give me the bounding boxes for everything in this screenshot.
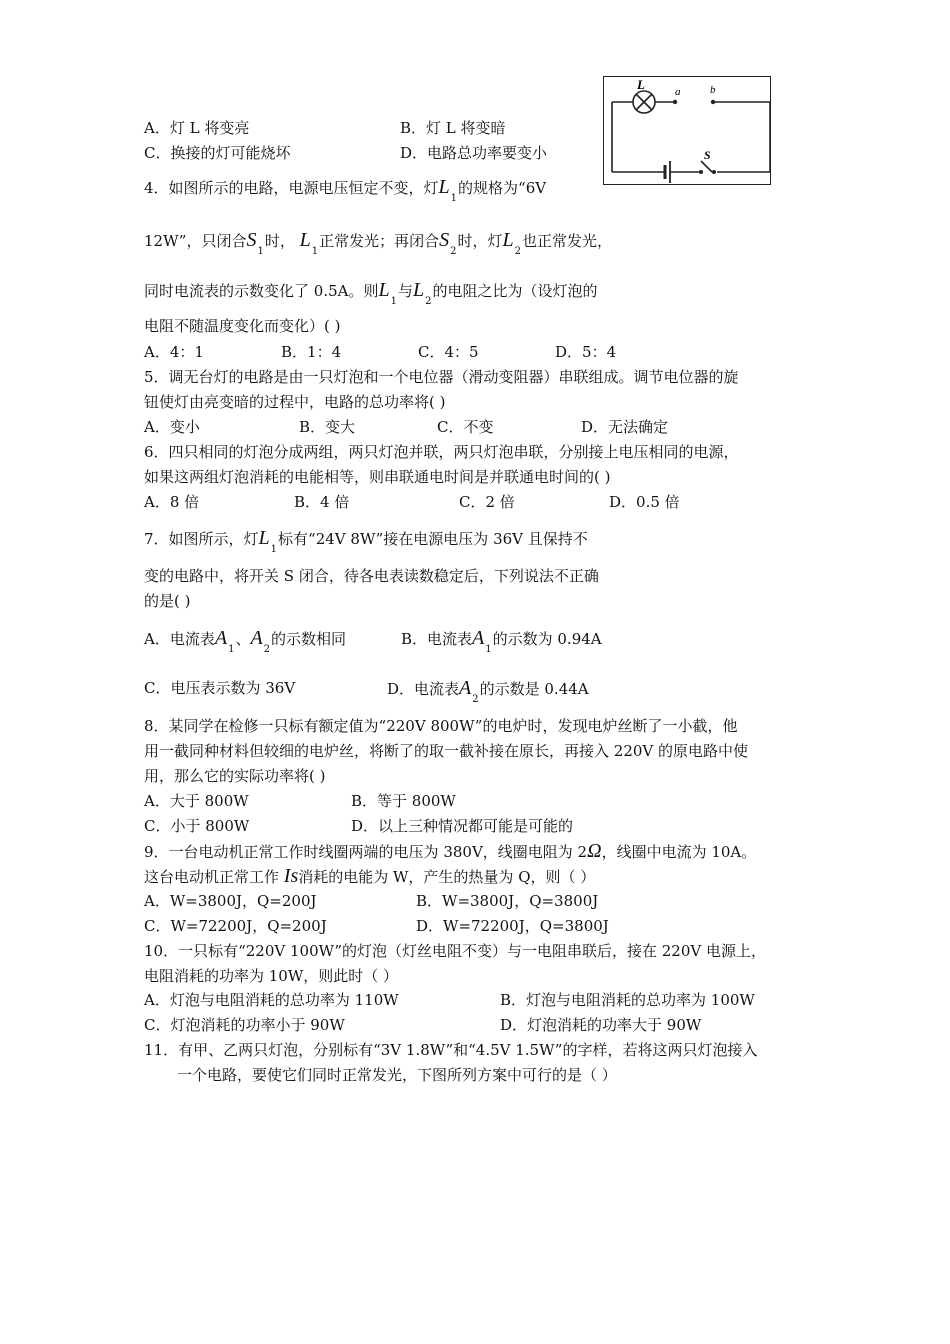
option-text: D．电路总功率要变小 xyxy=(400,144,548,162)
option-text: A．大于 800W xyxy=(144,792,249,810)
option-text: D．电流表$A_2$的示数是 0.44A xyxy=(387,677,589,705)
question-line: 电阻不随温度变化而变化）( ) xyxy=(144,317,341,335)
option-text: A．电流表$A_1$、$A_2$的示数相同 xyxy=(144,627,347,655)
option-text: B．1：4 xyxy=(281,343,342,361)
question-line: 一个电路，要使它们同时正常发光，下图所列方案中可行的是（ ） xyxy=(177,1066,617,1084)
question-line: 5．调无台灯的电路是由一只灯泡和一个电位器（滑动变阻器）串联组成。调节电位器的旋 xyxy=(144,368,739,386)
option-text: D．以上三种情况都可能是可能的 xyxy=(351,817,574,835)
option-text: D．灯泡消耗的功率大于 90W xyxy=(500,1016,702,1034)
terminal-a-label: a xyxy=(675,86,681,98)
question-line: 4．如图所示的电路，电源电压恒定不变，灯$L_1$的规格为“6V xyxy=(144,176,547,204)
option-text: D．5：4 xyxy=(555,343,617,361)
option-text: B．灯泡与电阻消耗的总功率为 100W xyxy=(500,991,755,1009)
option-text: A．灯 L 将变亮 xyxy=(144,119,250,137)
option-text: B．W=3800J，Q=3800J xyxy=(416,892,599,910)
question-line: 这台电动机正常工作 Is消耗的电能为 W，产生的热量为 Q，则（ ） xyxy=(144,865,596,887)
option-text: C．4：5 xyxy=(418,343,479,361)
question-line: 如果这两组灯泡消耗的电能相等，则串联通电时间是并联通电时间的( ) xyxy=(144,468,611,486)
option-text: B．4 倍 xyxy=(294,493,350,511)
option-text: C．换接的灯可能烧坏 xyxy=(144,144,291,162)
option-text: C．不变 xyxy=(437,418,494,436)
option-text: B．电流表$A_1$的示数为 0.94A xyxy=(401,627,602,655)
option-text: D．无法确定 xyxy=(581,418,669,436)
option-text: A．W=3800J，Q=200J xyxy=(144,892,317,910)
option-text: A．4：1 xyxy=(144,343,204,361)
option-text: C．2 倍 xyxy=(459,493,515,511)
question-line: 钮使灯由亮变暗的过程中，电路的总功率将( ) xyxy=(144,393,446,411)
circuit-diagram xyxy=(604,77,772,186)
question-line: 11．有甲、乙两只灯泡，分别标有“3V 1.8W”和“4.5V 1.5W”的字样，若将这两只灯泡接入 xyxy=(144,1041,758,1059)
lamp-label: L xyxy=(637,77,645,92)
option-text: B．变大 xyxy=(299,418,356,436)
question-line: 用一截同种材料但较细的电炉丝，将断了的取一截补接在原长，再接入 220V 的原电路中使 xyxy=(144,742,749,760)
question-line: 同时电流表的示数变化了 0.5A。则$L_1$与$L_2$的电阻之比为（设灯泡的 xyxy=(144,279,598,307)
question-line: 用，那么它的实际功率将( ) xyxy=(144,767,326,785)
question-line: 电阻消耗的功率为 10W，则此时（ ） xyxy=(144,967,399,985)
option-text: C．电压表示数为 36V xyxy=(144,679,296,697)
question-line: 12W”，只闭合$S_1$时， $L_1$正常发光；再闭合$S_2$时，灯$L_2$也正常发光， xyxy=(144,229,613,257)
option-text: C．W=72200J，Q=200J xyxy=(144,917,327,935)
switch-label: S xyxy=(704,148,711,162)
option-text: A．8 倍 xyxy=(144,493,200,511)
option-text: B．灯 L 将变暗 xyxy=(400,119,506,137)
question-line: 的是( ) xyxy=(144,592,191,610)
option-text: C．小于 800W xyxy=(144,817,250,835)
terminal-b-label: b xyxy=(710,84,716,96)
option-text: A．变小 xyxy=(144,418,200,436)
question-line: 变的电路中，将开关 S 闭合，待各电表读数稳定后，下列说法不正确 xyxy=(144,567,599,585)
option-text: A．灯泡与电阻消耗的总功率为 110W xyxy=(144,991,399,1009)
question-line: 6．四只相同的灯泡分成两组，两只灯泡并联，两只灯泡串联，分别接上电压相同的电源， xyxy=(144,443,739,461)
option-text: D．0.5 倍 xyxy=(609,493,680,511)
question-line: 7．如图所示，灯$L_1$标有“24V 8W”接在电源电压为 36V 且保持不 xyxy=(144,527,588,555)
option-text: C．灯泡消耗的功率小于 90W xyxy=(144,1016,345,1034)
circuit-figure xyxy=(603,76,771,185)
question-line: 10．一只标有“220V 100W”的灯泡（灯丝电阻不变）与一电阻串联后，接在 220V 电源上， xyxy=(144,942,766,960)
option-text: B．等于 800W xyxy=(351,792,456,810)
question-line: 9．一台电动机正常工作时线圈两端的电压为 380V，线圈电阻为 2Ω，线圈中电流为 10A。 xyxy=(144,840,757,862)
question-line: 8．某同学在检修一只标有额定值为“220V 800W”的电炉时，发现电炉丝断了一小截，他 xyxy=(144,717,738,735)
option-text: D．W=72200J，Q=3800J xyxy=(416,917,609,935)
